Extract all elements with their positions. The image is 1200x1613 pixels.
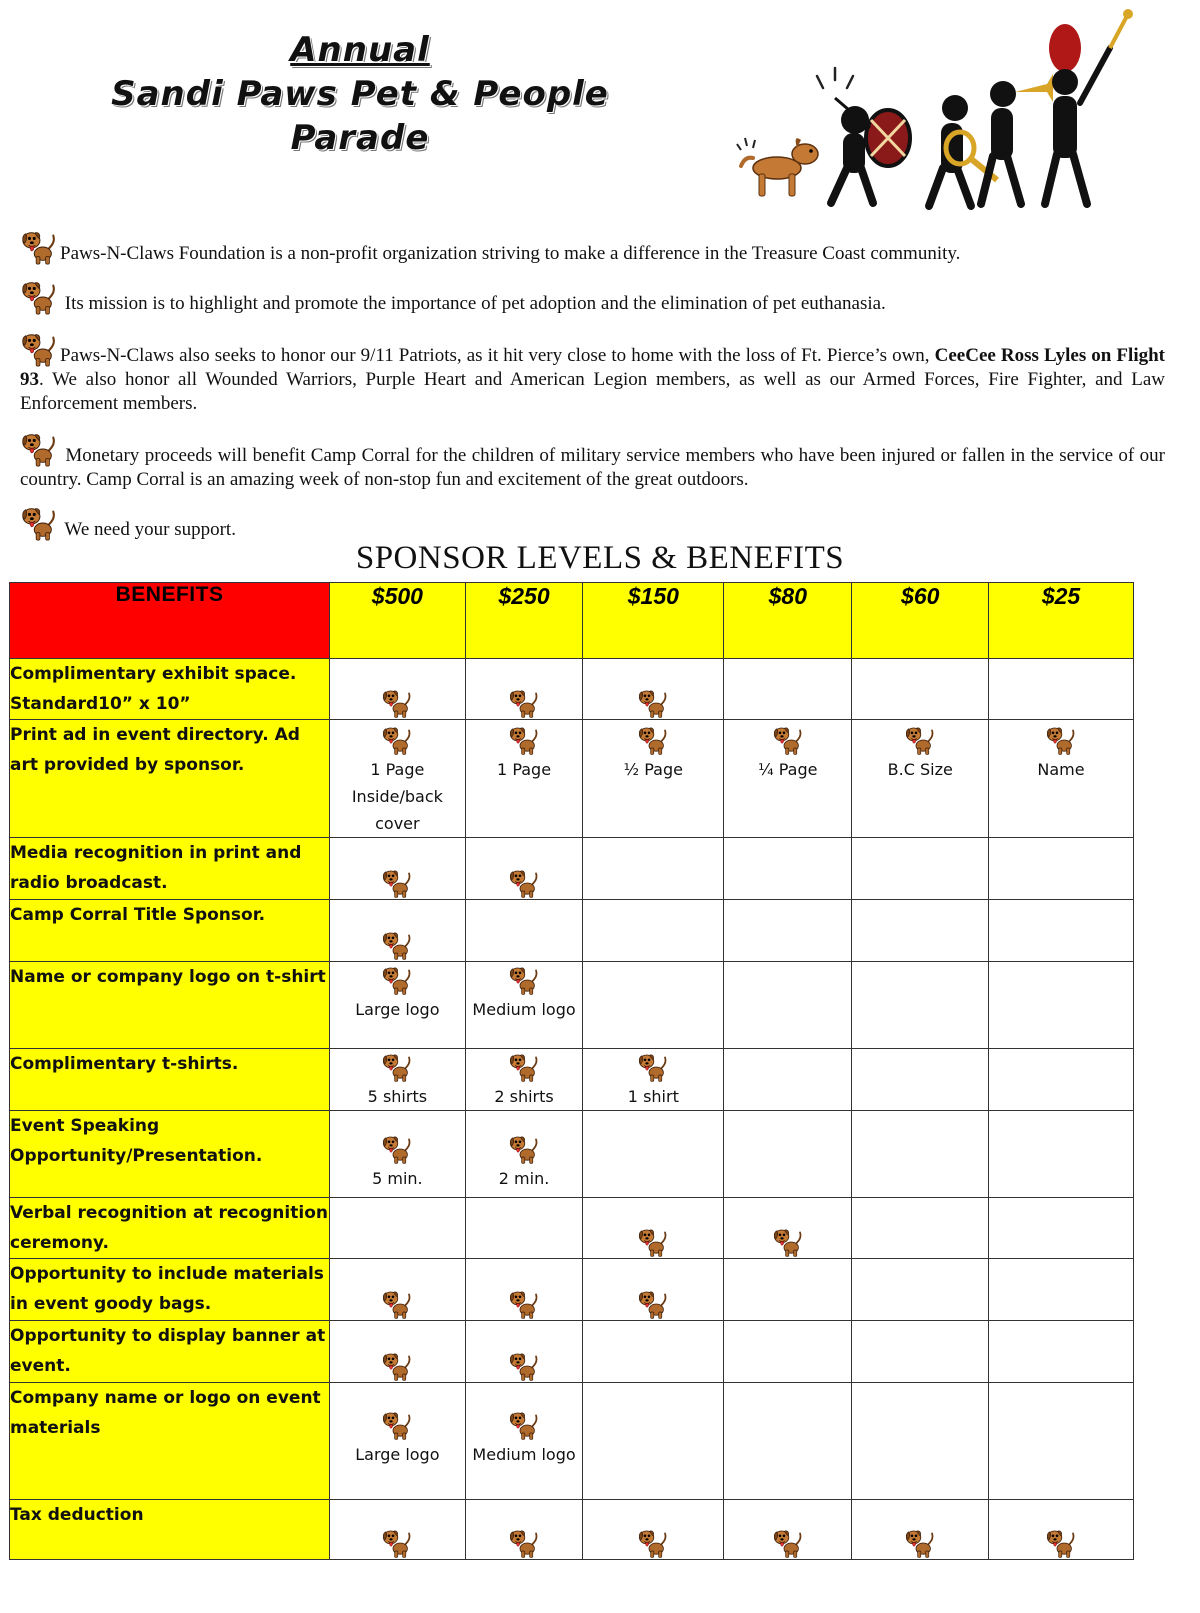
intro-paragraph-camp-corral (20, 430, 1165, 492)
benefit-cell (989, 1198, 1134, 1259)
table-row (10, 1198, 1134, 1259)
title-line-event-name: Sandi Paws Pet & People (111, 74, 609, 114)
header-level: $250 (465, 583, 583, 659)
benefit-cell (583, 1383, 724, 1500)
benefit-cell-text: Large logo (355, 1000, 440, 1019)
dog-icon (1045, 1527, 1077, 1559)
section-title: SPONSOR LEVELS & BENEFITS (355, 540, 845, 576)
benefit-cell (852, 1259, 989, 1321)
dog-icon (381, 1350, 413, 1382)
benefit-cell (465, 962, 583, 1049)
table-row (10, 1259, 1134, 1321)
dog-icon (637, 1226, 669, 1258)
benefit-cell (989, 1259, 1134, 1321)
dog-icon (637, 1288, 669, 1320)
benefit-cell (724, 720, 852, 838)
benefit-cell (330, 1500, 466, 1560)
benefit-cell (989, 659, 1134, 720)
intro-paragraph-adoption (20, 278, 1165, 316)
benefit-cell (724, 1049, 852, 1111)
benefit-cell-text: Name (1037, 760, 1085, 779)
benefit-cell (465, 720, 583, 838)
dog-icon (508, 1288, 540, 1320)
benefit-cell (465, 838, 583, 900)
table-row (10, 720, 1134, 838)
table-row (10, 1321, 1134, 1383)
intro-paragraph-patriots (20, 330, 1165, 416)
page-title (70, 28, 650, 160)
benefit-cell (583, 962, 724, 1049)
dog-icon (637, 1527, 669, 1559)
benefit-cell (583, 1049, 724, 1111)
benefit-cell (852, 962, 989, 1049)
benefit-cell (330, 1111, 466, 1198)
benefit-cell (989, 1111, 1134, 1198)
marching-band-icon (735, 8, 1145, 218)
header-level: $150 (583, 583, 724, 659)
benefit-cell (465, 1111, 583, 1198)
benefit-cell (330, 659, 466, 720)
dog-icon (508, 964, 540, 996)
dog-icon (381, 1409, 413, 1441)
benefit-cell (989, 1383, 1134, 1500)
benefit-cell-text: Medium logo (472, 1000, 576, 1019)
benefit-cell-text: ½ Page (623, 760, 683, 779)
dog-icon (20, 228, 58, 266)
dog-icon (508, 687, 540, 719)
benefit-label: Verbal recognition at recognition ceremony. (10, 1198, 330, 1259)
benefit-cell (989, 1500, 1134, 1560)
benefit-cell (465, 1049, 583, 1111)
benefit-label: Complimentary t-shirts. (10, 1049, 330, 1111)
intro-text-3a: Paws-N-Claws also seeks to honor our 9/11 Patriots, as it hit very close to home with the loss of Ft. Pierce’s own, (60, 345, 935, 366)
benefit-cell (852, 1321, 989, 1383)
benefit-cell (465, 1500, 583, 1560)
benefit-cell-text: B.C Size (887, 760, 953, 779)
table-row (10, 900, 1134, 962)
benefit-cell-text: 1 shirt (627, 1087, 679, 1106)
dog-icon (508, 867, 540, 899)
dog-icon (772, 1527, 804, 1559)
intro-text-4: Monetary proceeds will benefit Camp Corral for the children of military service members who have been injured or fallen in the service of our country. Camp Corral is an amazing week of non-stop fun and excitement of the great outdoors. (20, 445, 1165, 490)
benefit-cell (465, 1383, 583, 1500)
benefit-cell-text: Medium logo (472, 1445, 576, 1464)
benefit-cell (330, 720, 466, 838)
benefit-cell (330, 1321, 466, 1383)
benefit-cell (583, 1111, 724, 1198)
dog-icon (381, 1527, 413, 1559)
benefit-cell (330, 962, 466, 1049)
benefit-cell (852, 1500, 989, 1560)
benefit-cell (989, 900, 1134, 962)
dog-icon (20, 330, 58, 368)
intro-text-3-bold: CeeCee Ross Lyles on Flight 93 (20, 345, 1165, 390)
benefit-label: Name or company logo on t-shirt (10, 962, 330, 1049)
intro-paragraph-mission (20, 228, 1165, 266)
table-body (10, 659, 1134, 1560)
benefit-cell (724, 900, 852, 962)
dog-icon (20, 504, 58, 542)
dog-icon (904, 724, 936, 756)
table-header-row (10, 583, 1134, 659)
benefit-cell-text: 1 Page Inside/back cover (351, 760, 443, 833)
benefit-cell (330, 1383, 466, 1500)
dog-icon (381, 929, 413, 961)
benefit-cell (583, 838, 724, 900)
benefit-cell (330, 900, 466, 962)
dog-icon (381, 1051, 413, 1083)
dog-icon (381, 1288, 413, 1320)
benefit-cell (330, 1198, 466, 1259)
dog-icon (772, 724, 804, 756)
dog-icon (381, 964, 413, 996)
intro-paragraph-support (20, 504, 1165, 542)
header-level: $80 (724, 583, 852, 659)
dog-icon (508, 1350, 540, 1382)
benefit-cell (852, 659, 989, 720)
dog-icon (508, 1051, 540, 1083)
benefit-cell-text: 5 shirts (367, 1087, 428, 1106)
benefit-cell-text: 2 min. (498, 1169, 550, 1188)
benefit-cell-text: ¼ Page (758, 760, 818, 779)
intro-text-5: We need your support. (60, 519, 236, 540)
dog-icon (381, 687, 413, 719)
dog-icon (637, 1051, 669, 1083)
dog-icon (772, 1226, 804, 1258)
benefit-cell (465, 1321, 583, 1383)
benefit-cell (852, 900, 989, 962)
benefit-cell-text: 5 min. (372, 1169, 423, 1188)
benefit-cell (852, 1111, 989, 1198)
title-line-parade: Parade (290, 118, 430, 158)
benefit-label: Event Speaking Opportunity/Presentation. (10, 1111, 330, 1198)
benefit-label: Media recognition in print and radio broadcast. (10, 838, 330, 900)
dog-icon (381, 724, 413, 756)
benefit-cell (989, 720, 1134, 838)
intro-text-2: Its mission is to highlight and promote the importance of pet adoption and the elimination of pet euthanasia. (60, 293, 886, 314)
table-row (10, 1500, 1134, 1560)
benefit-cell (330, 1049, 466, 1111)
table-row (10, 1111, 1134, 1198)
benefit-cell (583, 900, 724, 962)
benefit-cell (583, 1500, 724, 1560)
benefit-cell (852, 1198, 989, 1259)
header-benefits: BENEFITS (10, 583, 330, 659)
benefit-cell (989, 1049, 1134, 1111)
dog-icon (508, 1527, 540, 1559)
benefit-cell (724, 1198, 852, 1259)
sponsor-table (9, 582, 1134, 1560)
benefit-cell (330, 1259, 466, 1321)
dog-icon (904, 1527, 936, 1559)
benefit-cell (724, 1321, 852, 1383)
benefit-label: Camp Corral Title Sponsor. (10, 900, 330, 962)
intro-section (20, 228, 1165, 542)
benefit-cell (583, 659, 724, 720)
header-level: $60 (852, 583, 989, 659)
benefit-cell-text: 1 Page (497, 760, 552, 779)
header-level: $25 (989, 583, 1134, 659)
dog-icon (637, 687, 669, 719)
dog-icon (508, 1409, 540, 1441)
benefit-label: Print ad in event directory. Ad art provided by sponsor. (10, 720, 330, 838)
benefit-cell (852, 1383, 989, 1500)
dog-icon (508, 1133, 540, 1165)
benefit-cell (989, 838, 1134, 900)
table-row (10, 962, 1134, 1049)
benefit-cell (583, 1198, 724, 1259)
benefit-cell (724, 962, 852, 1049)
benefit-cell (583, 1259, 724, 1321)
benefit-cell (583, 720, 724, 838)
benefit-cell-text: Large logo (355, 1445, 440, 1464)
benefit-cell (989, 1321, 1134, 1383)
benefit-cell (852, 720, 989, 838)
benefit-label: Company name or logo on event materials (10, 1383, 330, 1500)
benefit-cell (852, 838, 989, 900)
benefit-cell (465, 1259, 583, 1321)
benefit-label: Opportunity to include materials in event goody bags. (10, 1259, 330, 1321)
intro-text-1: Paws-N-Claws Foundation is a non-profit organization striving to make a difference in the Treasure Coast community. (60, 243, 961, 264)
benefit-cell (465, 659, 583, 720)
title-line-annual: Annual (290, 30, 430, 70)
benefit-label: Tax deduction (10, 1500, 330, 1560)
table-row (10, 1383, 1134, 1500)
benefit-cell (465, 900, 583, 962)
dog-icon (508, 724, 540, 756)
benefit-cell (724, 1383, 852, 1500)
benefit-cell (724, 1111, 852, 1198)
table-row (10, 1049, 1134, 1111)
dog-icon (20, 278, 58, 316)
benefit-cell (465, 1198, 583, 1259)
benefit-cell (724, 1259, 852, 1321)
benefit-label: Complimentary exhibit space. Standard10” x 10” (10, 659, 330, 720)
benefit-cell (330, 838, 466, 900)
dog-icon (20, 430, 58, 468)
benefit-cell (583, 1321, 724, 1383)
dog-icon (381, 1133, 413, 1165)
dog-icon (381, 867, 413, 899)
benefit-cell (989, 962, 1134, 1049)
dog-icon (637, 724, 669, 756)
header-level: $500 (330, 583, 466, 659)
benefit-cell (724, 659, 852, 720)
table-row (10, 838, 1134, 900)
benefit-cell-text: 2 shirts (494, 1087, 554, 1106)
benefit-cell (724, 838, 852, 900)
benefit-cell (852, 1049, 989, 1111)
benefit-cell (724, 1500, 852, 1560)
benefit-label: Opportunity to display banner at event. (10, 1321, 330, 1383)
dog-icon (1045, 724, 1077, 756)
table-row (10, 659, 1134, 720)
intro-text-3b: . We also honor all Wounded Warriors, Purple Heart and American Legion members, as well as our Armed Forces, Fire Fighter, and Law Enforcement members. (20, 369, 1165, 414)
